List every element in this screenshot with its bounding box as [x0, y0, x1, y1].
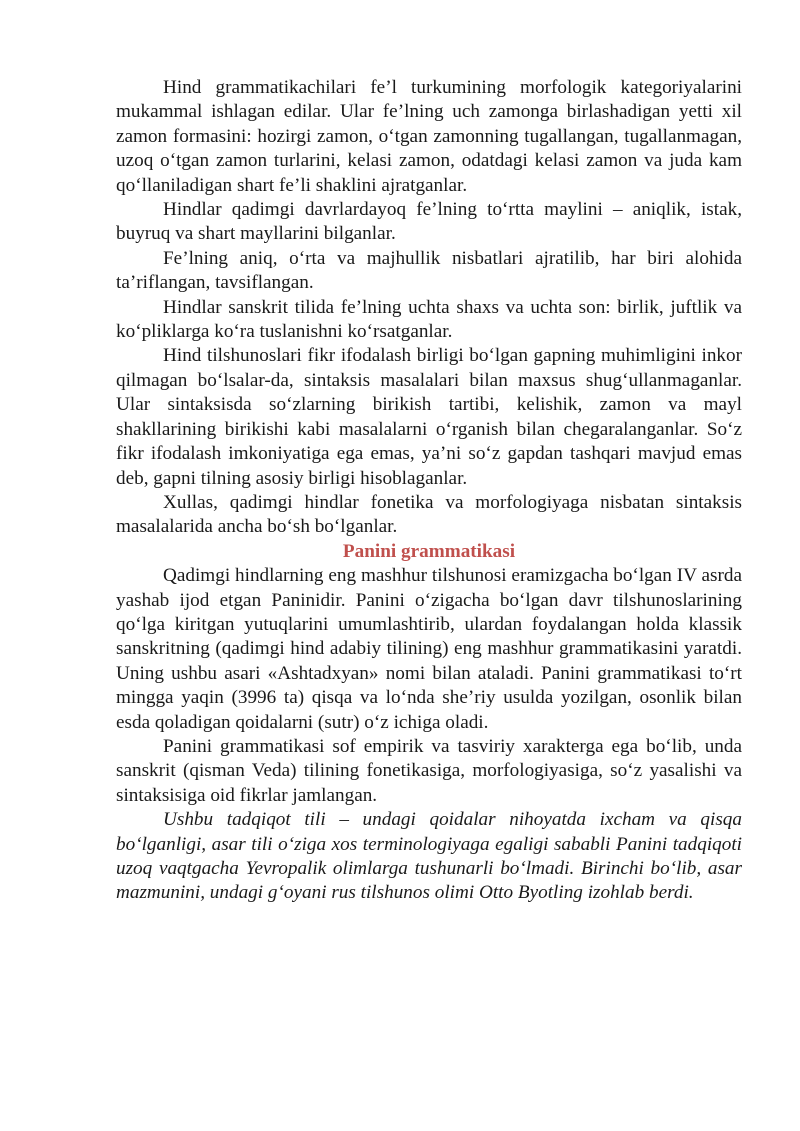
- paragraph-person-number: Hindlar sanskrit tilida fe’lning uchta shaxs va uchta son: birlik, juftlik va ko‘pliklarga ko‘ra tuslanishni ko‘rsatganlar.: [116, 296, 742, 343]
- paragraph-italic-note: Ushbu tadqiqot tili – undagi qoidalar nihoyatda ixcham va qisqa bo‘lganligi, asar tili o‘ziga xos terminologiyaga egaligi sababli Panini tadqiqoti uzoq vaqtgacha Yevropalik olimlarga tushunarli bo‘lmadi. Birinchi bo‘lib, asar mazmunini, undagi g‘oyani rus tilshunos olimi Otto Byotling izohlab berdi.: [116, 809, 742, 904]
- paragraph-panini-content: Panini grammatikasi sof empirik va tasviriy xarakterga ega bo‘lib, unda sanskrit (qisman Veda) tilining fonetikasiga, morfologiyasiga, so‘z yasalishi va sintaksisiga oid fikrlar jamlangan.: [116, 735, 742, 806]
- paragraph-syntax: Hind tilshunoslari fikr ifodalash birligi bo‘lgan gapning muhimligini inkor qilmagan bo‘lsalar-da, sintaksis masalalari bilan maxsus shug‘ullanmaganlar. Ular sintaksisda so‘zlarning birikish tartibi, kelishik, zamon va mayl shakllarining birikishi kabi masalalarni o‘rganish bilan chegaralanganlar. So‘z fikr ifodalash imkoniyatiga ega emas, ya’ni so‘z gapdan tashqari mavjud emas deb, gapni tilning asosiy birligi hisoblaganlar.: [116, 345, 742, 489]
- document-page: [116, 76, 742, 906]
- paragraph-verb-moods: Hindlar qadimgi davrlardayoq fe’lning to‘rtta maylini – aniqlik, istak, buyruq va shart mayllarini bilganlar.: [116, 199, 742, 245]
- paragraph-panini-intro: Qadimgi hindlarning eng mashhur tilshunosi eramizgacha bo‘lgan IV asrda yashab ijod etgan Paninidir. Panini o‘zigacha bo‘lgan davr tilshunoslarining qo‘lga kiritgan yutuqlarini umumlashtirib, ulardan foydalangan holda klassik sanskritning (qadimgi hind adabiy tilining) eng mashhur grammatikasini yaratdi. Uning ushbu asari «Ashtadxyan» nomi bilan ataladi. Panini grammatikasi to‘rt mingga yaqin (3996 ta) qisqa va lo‘nda she’riy usulda yozilgan, osonlik bilan esda qoladigan qoidalarni (sutr) o‘z ichiga oladi.: [116, 565, 742, 733]
- paragraph-summary: Xullas, qadimgi hindlar fonetika va morfologiyaga nisbatan sintaksis masalalarida ancha bo‘sh bo‘lganlar.: [116, 491, 742, 538]
- paragraph-verb-voices: Fe’lning aniq, o‘rta va majhullik nisbatlari ajratilib, har biri alohida ta’riflangan, tavsiflangan.: [116, 247, 742, 294]
- paragraph-verb-categories: Hind grammatikachilari fe’l turkumining morfologik kategoriyalarini mukammal ishlagan edilar. Ular fe’lning uch zamonga birlashadigan yetti xil zamon formasini: hozirgi zamon, o‘tgan zamonning tugallangan, tugallanmagan, uzoq o‘tgan zamon turlarini, kelasi zamon, odatdagi kelasi zamon va juda kam qo‘llaniladigan shart fe’li shaklini ajratganlar.: [116, 77, 742, 196]
- section-heading: Panini grammatikasi: [342, 540, 516, 562]
